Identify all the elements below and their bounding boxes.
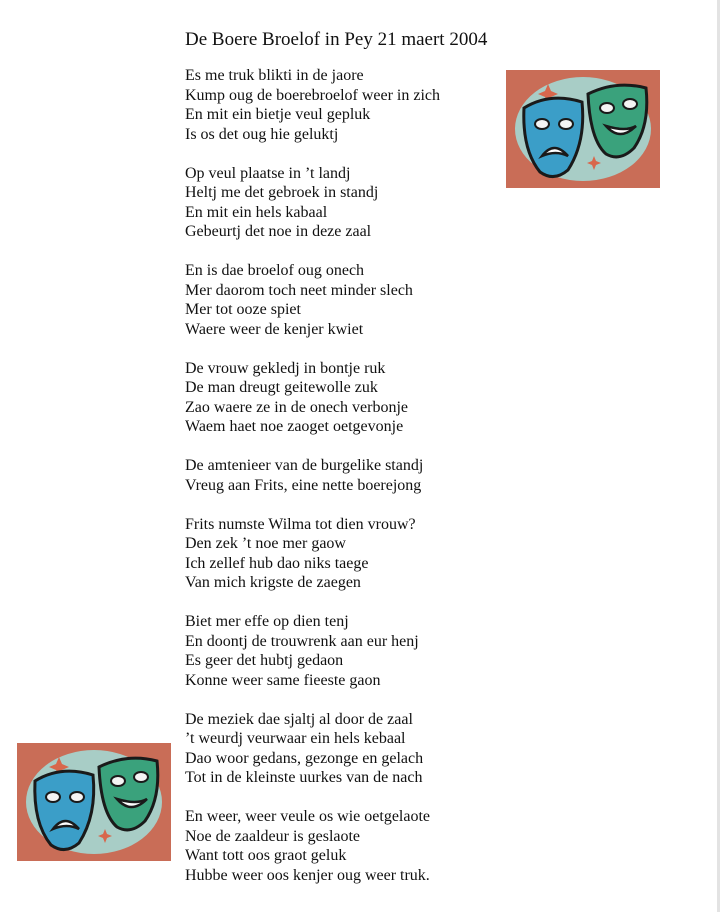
stanza [185,261,440,339]
poem-line: Es geer det hubtj gedaon [185,652,344,669]
poem-line: En is dae broelof oug onech [185,262,365,279]
poem-line: Zao waere ze in de onech verbonje [185,398,408,416]
poem-body [185,66,440,905]
stanza [185,164,440,242]
poem-line: Waem haet noe zaoget oetgevonje [185,418,404,435]
poem-line: Kump oug de boerebroelof weer in zich [185,86,441,104]
poem-line: Want tott oos graot geluk [185,847,347,864]
stanza [185,66,440,144]
poem-line: De man dreugt geitewolle zuk [185,379,378,396]
poem-line: Heltj me det gebroek in standj [185,184,379,201]
stanza [185,515,440,593]
theater-masks-image [17,743,171,861]
theater-masks-icon [506,70,660,188]
poem-line: Dao woor gedans, gezonge en gelach [185,749,424,767]
poem-line: Gebeurtj det noe in deze zaal [185,223,372,240]
poem-line: Noe de zaaldeur is geslaote [185,827,361,845]
stanza [185,710,440,788]
poem-title: De Boere Broelof in Pey 21 maert 2004 [185,29,488,50]
stanza [185,612,440,690]
poem-line: De meziek dae sjaltj al door de zaal [185,710,413,728]
poem-line: Frits numste Wilma tot dien vrouw? [185,515,416,533]
poem-line: ’t weurdj veurwaar ein hels kebaal [185,730,406,747]
poem-line: Is os det oug hie geluktj [185,125,339,143]
poem-line: En weer, weer veule os wie oetgelaote [185,808,431,825]
theater-masks-image [506,70,660,188]
poem-line: En mit ein bietje veul gepluk [185,106,371,123]
stanza [185,359,440,437]
poem-line: Van mich krigste de zaegen [185,574,361,591]
poem-line: Es me truk blikti in de jaore [185,67,364,84]
poem-line: Mer daorom toch neet minder slech [185,281,413,299]
stanza [185,456,440,495]
poem-line: De vrouw gekledj in bontje ruk [185,359,386,377]
poem-line: Ich zellef hub dao niks taege [185,554,369,572]
poem-line: Vreug aan Frits, eine nette boerejong [185,476,422,494]
poem-line: Hubbe weer oos kenjer oug weer truk. [185,866,430,884]
poem-line: En doontj de trouwrenk aan eur henj [185,632,419,650]
poem-line: Op veul plaatse in ’t landj [185,164,351,182]
poem-line: Biet mer effe op dien tenj [185,613,349,630]
theater-masks-icon [17,743,171,861]
poem-line: En mit ein hels kabaal [185,203,328,221]
poem-line: Konne weer same fieeste gaon [185,671,381,689]
poem-line: Den zek ’t noe mer gaow [185,535,346,552]
stanza [185,807,440,885]
poem-line: Mer tot ooze spiet [185,301,301,318]
poem-line: Waere weer de kenjer kwiet [185,320,364,338]
poem-line: De amtenieer van de burgelike standj [185,457,424,474]
poem-line: Tot in de kleinste uurkes van de nach [185,769,423,786]
